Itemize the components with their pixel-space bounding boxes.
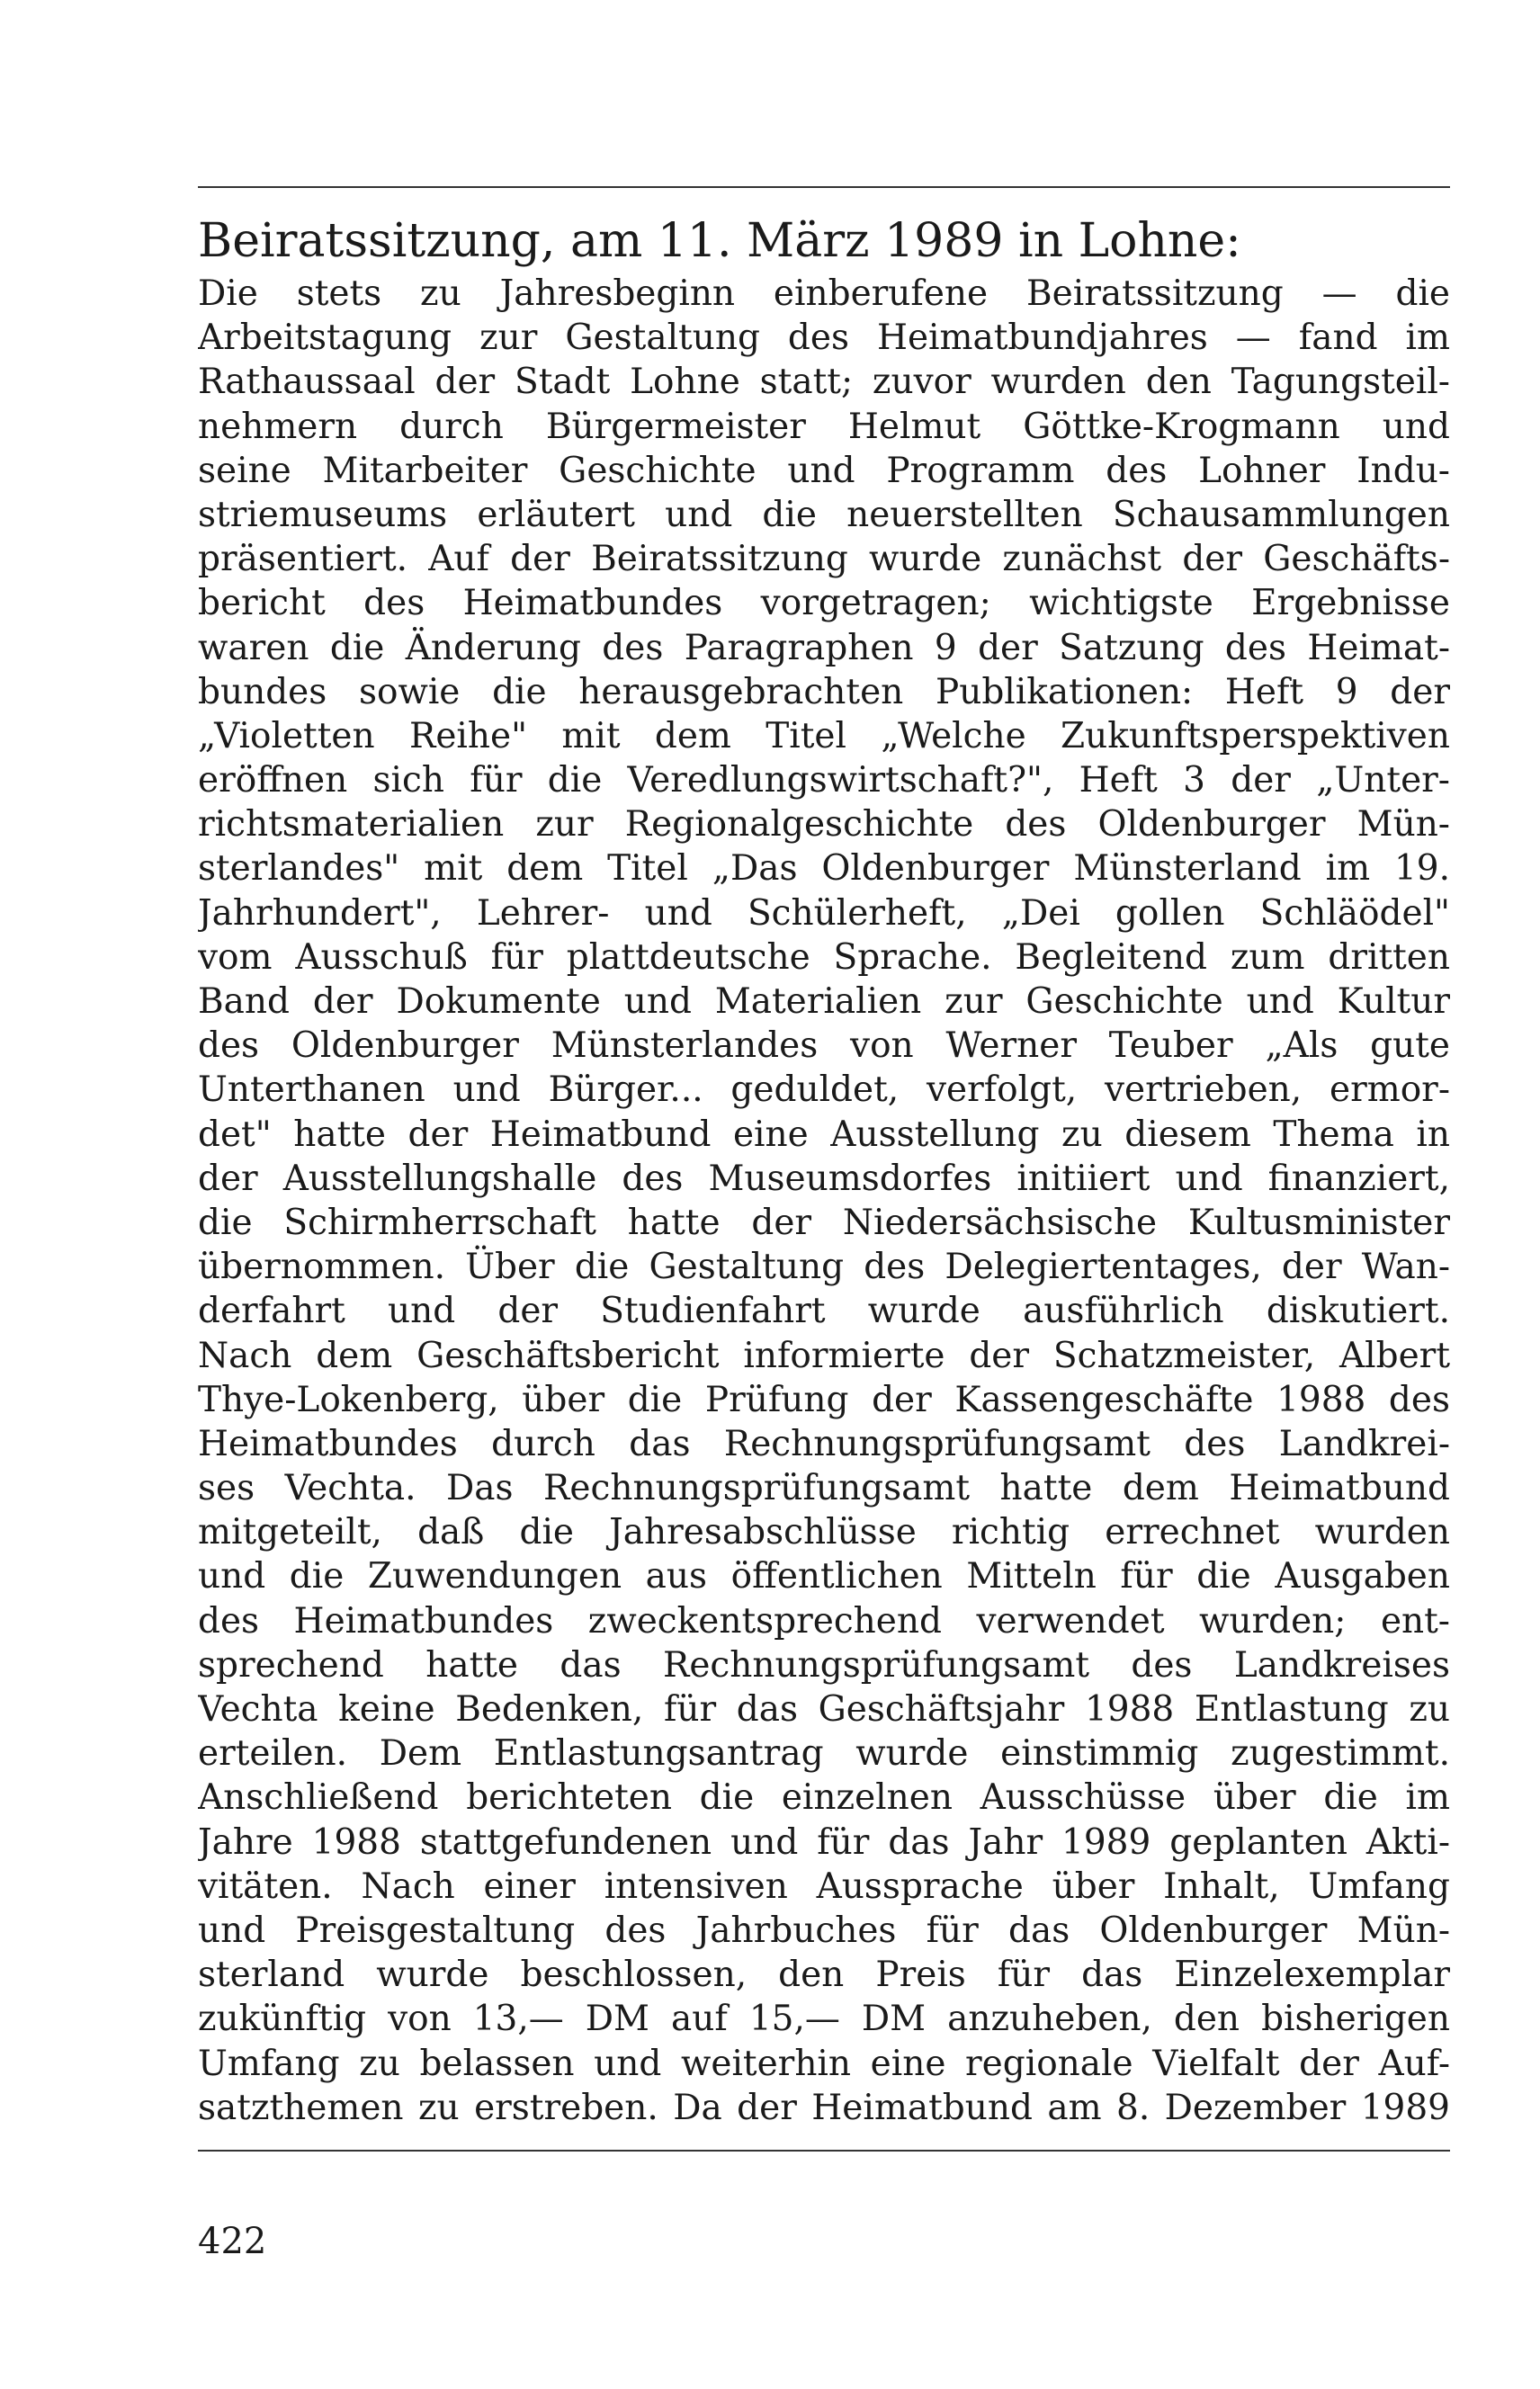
text-line: sprechend hatte das Rechnungsprüfungsamt des Landkreises [198,1644,1450,1686]
text-line: det" hatte der Heimatbund eine Ausstellung zu diesem Thema in [198,1114,1450,1155]
text-line: Anschließend berichteten die einzelnen Ausschüsse über die im [198,1777,1450,1819]
text-line: satzthemen zu erstreben. Da der Heimatbund am 8. Dezember 1989 [198,2087,1450,2128]
text-line: striemuseums erläutert und die neuerstellten Schausammlungen [198,494,1450,535]
text-line: mitgeteilt, daß die Jahresabschlüsse richtig errechnet wurden [198,1512,1450,1553]
text-line: Umfang zu belassen und weiterhin eine regionale Vielfalt der Auf- [198,2043,1450,2084]
text-line: waren die Änderung des Paragraphen 9 der Satzung des Heimat- [198,627,1450,668]
section-heading: Beiratssitzung, am 11. März 1989 in Lohne: [198,214,1241,268]
text-line: „Violetten Reihe" mit dem Titel „Welche Zukunftsperspektiven [198,715,1450,756]
top-rule [198,186,1450,188]
text-line: Unterthanen und Bürger... geduldet, verfolgt, vertrieben, ermor- [198,1069,1450,1111]
text-line: Nach dem Geschäftsbericht informierte der Schatzmeister, Albert [198,1335,1450,1376]
text-line: Vechta keine Bedenken, für das Geschäftsjahr 1988 Entlastung zu [198,1689,1450,1730]
text-line: sterlandes" mit dem Titel „Das Oldenburger Münsterland im 19. [198,848,1450,890]
text-line: des Heimatbundes zweckentsprechend verwendet wurden; ent- [198,1600,1450,1642]
text-line: Jahre 1988 stattgefundenen und für das Jahr 1989 geplanten Akti- [198,1821,1450,1863]
text-line: richtsmaterialien zur Regionalgeschichte des Oldenburger Mün- [198,804,1450,846]
bottom-rule [198,2150,1450,2152]
page-number: 422 [198,2221,267,2262]
text-line: die Schirmherrschaft hatte der Niedersächsische Kultusminister [198,1202,1450,1243]
text-line: Jahrhundert", Lehrer- und Schülerheft, „Dei gollen Schläödel" [198,892,1450,934]
text-line: vom Ausschuß für plattdeutsche Sprache. Begleitend zum dritten [198,936,1450,978]
text-line: bundes sowie die herausgebrachten Publikationen: Heft 9 der [198,671,1450,712]
text-line: vitäten. Nach einer intensiven Aussprache über Inhalt, Umfang [198,1866,1450,1907]
text-line: eröffnen sich für die Veredlungswirtschaft?", Heft 3 der „Unter- [198,760,1450,801]
text-line: zukünftig von 13,— DM auf 15,— DM anzuheben, den bisherigen [198,1999,1450,2040]
text-line: Heimatbundes durch das Rechnungsprüfungsamt des Landkrei- [198,1423,1450,1464]
text-line: und Preisgestaltung des Jahrbuches für das Oldenburger Mün- [198,1910,1450,1951]
body-text [198,272,1450,2130]
text-line: nehmern durch Bürgermeister Helmut Göttke-Krogmann und [198,406,1450,447]
text-line: Die stets zu Jahresbeginn einberufene Beiratssitzung — die [198,273,1450,314]
text-line: derfahrt und der Studienfahrt wurde ausführlich diskutiert. [198,1291,1450,1332]
text-line: sterland wurde beschlossen, den Preis für das Einzelexemplar [198,1955,1450,1996]
text-line: des Oldenburger Münsterlandes von Werner Teuber „Als gute [198,1025,1450,1067]
text-line: und die Zuwendungen aus öffentlichen Mitteln für die Ausgaben [198,1556,1450,1597]
text-line: übernommen. Über die Gestaltung des Delegiertentages, der Wan- [198,1247,1450,1288]
text-line: Thye-Lokenberg, über die Prüfung der Kassengeschäfte 1988 des [198,1379,1450,1420]
text-line: bericht des Heimatbundes vorgetragen; wichtigste Ergebnisse [198,583,1450,624]
text-line: der Ausstellungshalle des Museumsdorfes initiiert und finanziert, [198,1158,1450,1199]
text-line: präsentiert. Auf der Beiratssitzung wurde zunächst der Geschäfts- [198,539,1450,580]
text-line: Band der Dokumente und Materialien zur Geschichte und Kultur [198,981,1450,1022]
text-line: seine Mitarbeiter Geschichte und Programm des Lohner Indu- [198,450,1450,491]
text-line: Rathaussaal der Stadt Lohne statt; zuvor wurden den Tagungsteil- [198,362,1450,403]
text-line: Arbeitstagung zur Gestaltung des Heimatbundjahres — fand im [198,318,1450,359]
text-line: ses Vechta. Das Rechnungsprüfungsamt hatte dem Heimatbund [198,1468,1450,1509]
text-line: erteilen. Dem Entlastungsantrag wurde einstimmig zugestimmt. [198,1733,1450,1775]
